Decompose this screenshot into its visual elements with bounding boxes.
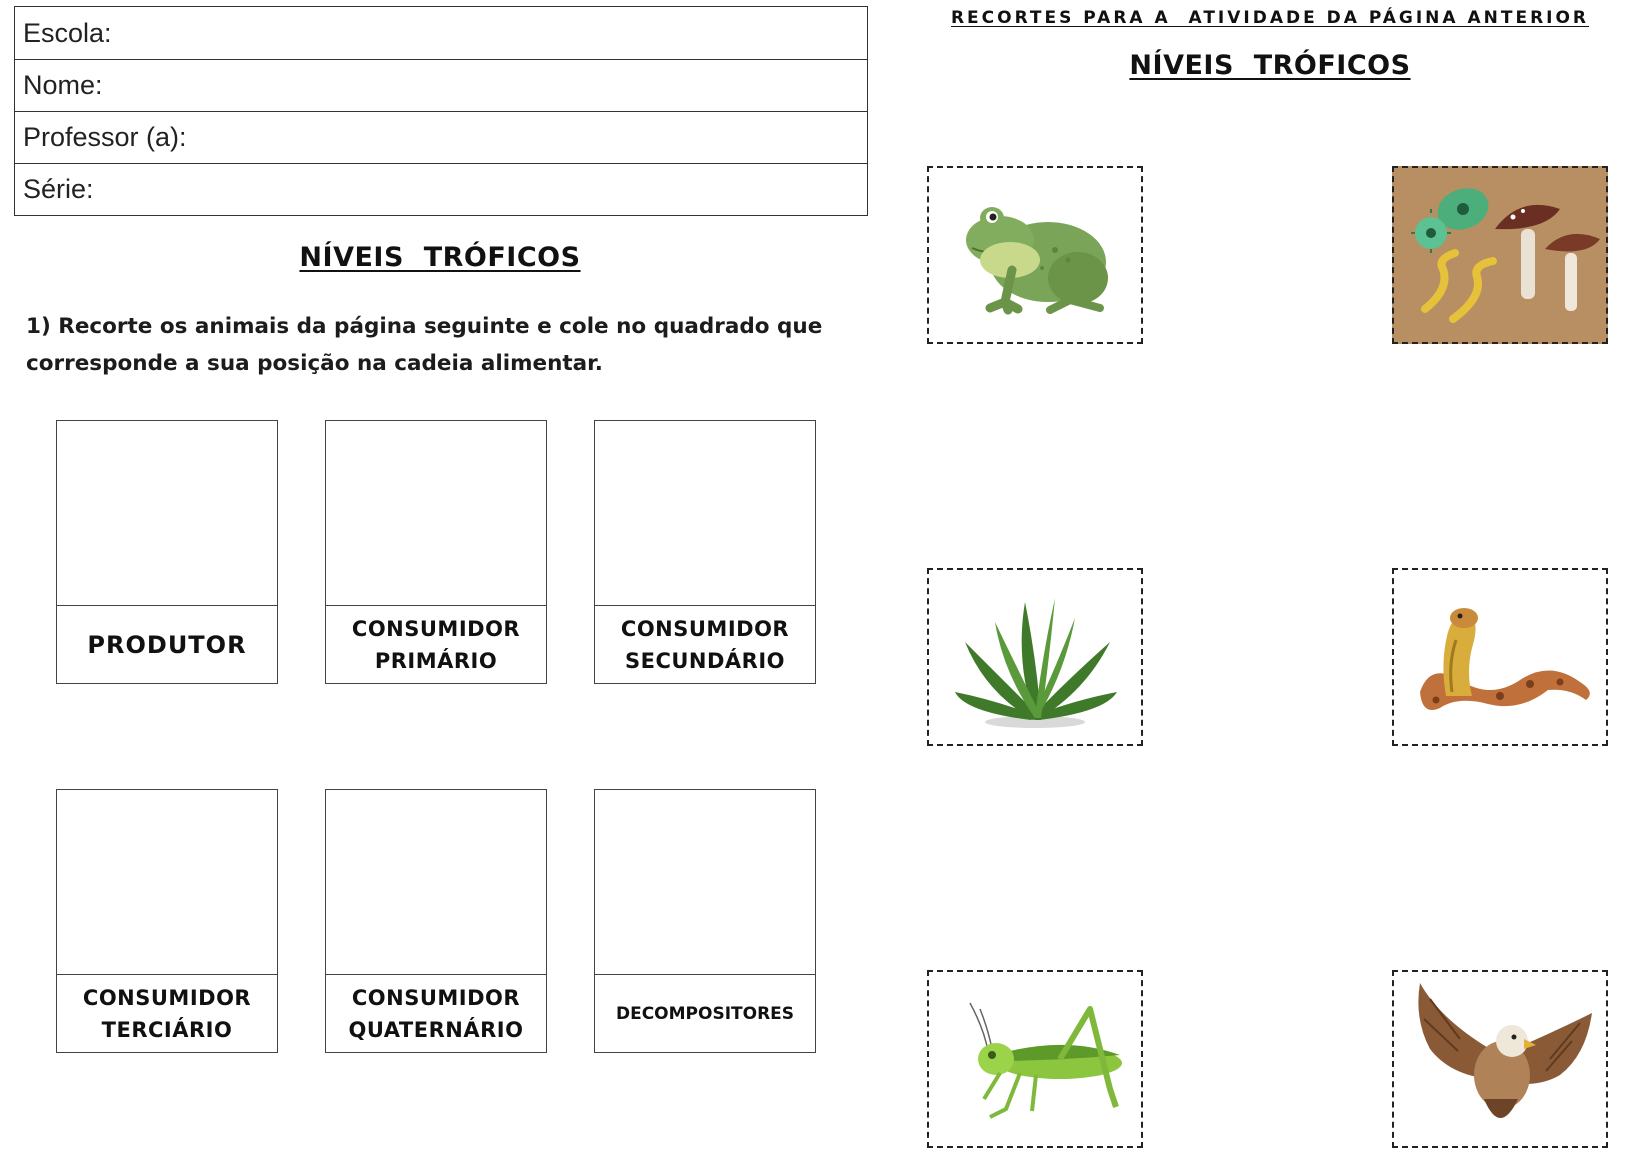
box-label: CONSUMIDOR QUATERNÁRIO — [348, 986, 524, 1042]
paste-slot[interactable] — [326, 421, 546, 606]
box-consumidor-primario[interactable] — [325, 420, 547, 684]
cutout-card-eagle[interactable] — [1392, 970, 1608, 1148]
paste-slot[interactable] — [57, 421, 277, 606]
cutout-card-frog[interactable] — [927, 166, 1143, 344]
teacher-field[interactable] — [15, 111, 867, 163]
box-label: DECOMPOSITORES — [615, 1004, 795, 1024]
plant-icon — [945, 582, 1125, 732]
grasshopper-icon — [940, 989, 1130, 1129]
cutout-card-grasshopper[interactable] — [927, 970, 1143, 1148]
box-consumidor-quaternario[interactable] — [325, 789, 547, 1053]
box-produtor[interactable] — [56, 420, 278, 684]
school-label: Escola: — [23, 17, 112, 48]
grade-field[interactable] — [15, 163, 867, 215]
cutouts-subtitle: RECORTES PARA A ATIVIDADE DA PÁGINA ANTERIOR — [950, 8, 1590, 28]
student-info-table — [14, 6, 868, 216]
eagle-icon — [1400, 979, 1600, 1139]
instruction-line-1: 1) Recorte os animais da página seguinte e cole no quadrado que — [26, 314, 823, 339]
paste-slot[interactable] — [57, 790, 277, 975]
box-label: CONSUMIDOR PRIMÁRIO — [351, 617, 521, 673]
box-label: CONSUMIDOR TERCIÁRIO — [82, 986, 252, 1042]
box-label: PRODUTOR — [87, 631, 247, 659]
instructions — [26, 308, 826, 382]
page-title: NÍVEIS TRÓFICOS — [299, 242, 581, 273]
decomposers-icon — [1395, 169, 1605, 341]
name-label: Nome: — [23, 70, 103, 100]
box-consumidor-terciario[interactable] — [56, 789, 278, 1053]
box-consumidor-secundario[interactable] — [594, 420, 816, 684]
paste-slot[interactable] — [326, 790, 546, 975]
instruction-line-2: corresponde a sua posição na cadeia alimentar. — [26, 351, 603, 376]
cutout-card-plant[interactable] — [927, 568, 1143, 746]
school-field[interactable] — [15, 7, 867, 59]
frog-icon — [950, 190, 1120, 320]
grade-label: Série: — [23, 174, 94, 204]
cutout-card-decomposers[interactable] — [1392, 166, 1608, 344]
paste-slot[interactable] — [595, 421, 815, 606]
box-label: CONSUMIDOR SECUNDÁRIO — [620, 617, 790, 673]
snake-icon — [1400, 592, 1600, 722]
cutouts-title: NÍVEIS TRÓFICOS — [1129, 50, 1411, 81]
name-field[interactable] — [15, 59, 867, 111]
cutout-card-snake[interactable] — [1392, 568, 1608, 746]
paste-slot[interactable] — [595, 790, 815, 975]
teacher-label: Professor (a): — [23, 122, 187, 152]
box-decompositores[interactable] — [594, 789, 816, 1053]
